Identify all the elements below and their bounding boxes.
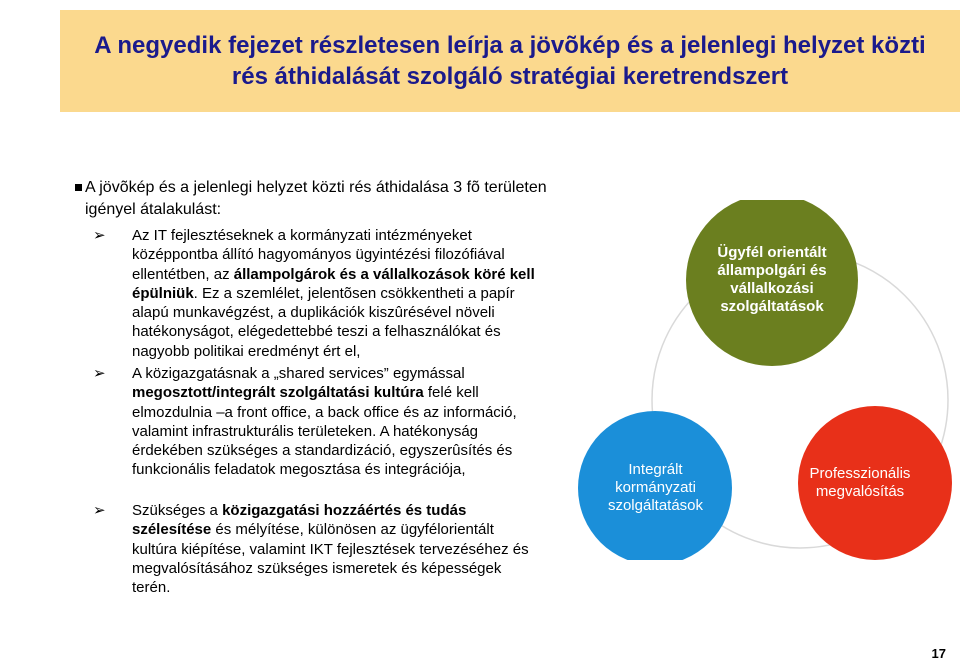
left-circle-label: Integrált kormányzati szolgáltatások	[607, 460, 704, 514]
main-bullet-text: A jövõkép és a jelenlegi helyzet közti rés áthidalása 3 fõ területen igényel átalakulást:	[85, 179, 547, 218]
slide-title: A negyedik fejezet részletesen leírja a jövõkép és a jelenlegi helyzet közti rés áthidalását szolgáló stratégiai keretrendszert	[94, 32, 926, 90]
right-circle-label: Professzionális megvalósítás	[809, 464, 911, 500]
page-number: 17	[931, 646, 946, 661]
list-item-text: Szükséges a közigazgatási hozzáértés és tudás szélesítése és mélyítése, különösen az ügyfélorientált kultúra kiépítése, valamint IKT fejlesztések tervezéséhez és megvalósításához szükséges ismeretek és képességek terén.	[132, 502, 529, 597]
arrow-bullet-icon: ➢	[93, 227, 106, 244]
list-item-text: A közigazgatásnak a „shared services” egymással megosztott/integrált szolgáltatási kultúra felé kell elmozdulnia –a front office, a back office és az információ, valamint infrastrukturális területeken. A hatékonyság érdekében szükséges a standardizáció, egyszerûsítés és funkcionális feladatok megosztása és integrációja,	[132, 365, 517, 479]
arrow-bullet-icon: ➢	[93, 365, 106, 382]
arrow-bullet-icon: ➢	[93, 502, 106, 519]
title-banner	[60, 10, 960, 112]
list-item-text: Az IT fejlesztéseknek a kormányzati intézményeket középpontba állító hagyományos ügyintézési filozófiával ellentétben, az állampolgárok és a vállalkozások köré kell épülniük. Ez a szemlélet, jelentõsen csökkentheti a papír alapú munkavégzést, a duplikációk kiszûrésével növeli hatékonyságot, elégedettebbé teszi a felhasználókat és nagyobb politikai eredményt ért el,	[132, 227, 535, 360]
top-circle-label: Ügyfél orientált állampolgári és vállalkozási szolgáltatások	[717, 244, 827, 315]
square-bullet-icon	[75, 184, 82, 191]
